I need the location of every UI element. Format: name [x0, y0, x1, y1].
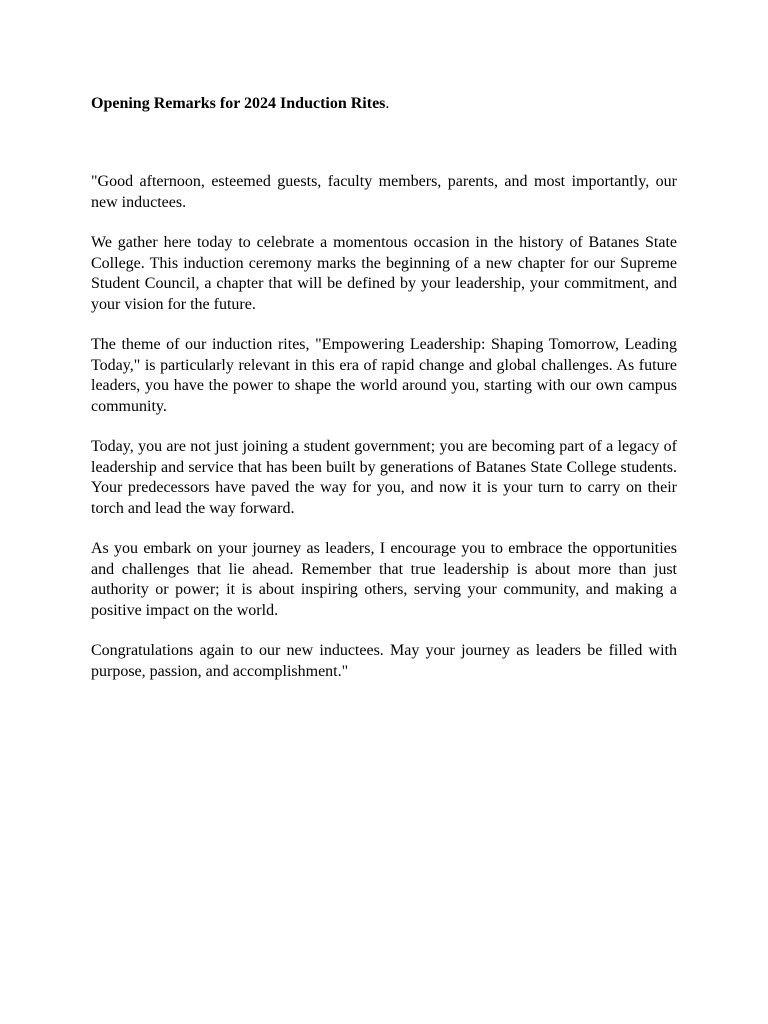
- paragraph-greeting: "Good afternoon, esteemed guests, faculty members, parents, and most importantly, our new inductees.: [91, 173, 677, 211]
- document-title-punctuation: .: [385, 95, 390, 112]
- paragraph-encouragement: As you embark on your journey as leaders, I encourage you to embrace the opportunities and challenges that lie ahead. Remember that true leadership is about more than just authority or power; it is about inspiring others, serving your community, and making a positive impact on the world.: [91, 540, 677, 619]
- document-title: Opening Remarks for 2024 Induction Rites: [91, 95, 386, 112]
- paragraph-congratulations: Congratulations again to our new inductees. May your journey as leaders be filled with purpose, passion, and accomplishment.": [91, 642, 677, 680]
- paragraph-occasion: We gather here today to celebrate a momentous occasion in the history of Batanes State College. This induction ceremony marks the beginning of a new chapter for our Supreme Student Council, a chapter that will be defined by your leadership, your commitment, and your vision for the future.: [91, 234, 677, 313]
- document-title-line: [91, 92, 677, 116]
- paragraph-theme: The theme of our induction rites, "Empowering Leadership: Shaping Tomorrow, Leading Today," is particularly relevant in this era of rapid change and global challenges. As future leaders, you have the power to shape the world around you, starting with our own campus community.: [91, 336, 677, 415]
- document-body: [91, 92, 677, 702]
- paragraph-legacy: Today, you are not just joining a student government; you are becoming part of a legacy of leadership and service that has been built by generations of Batanes State College students. Your predecessors have paved the way for you, and now it is your turn to carry on their torch and lead the way forward.: [91, 438, 677, 517]
